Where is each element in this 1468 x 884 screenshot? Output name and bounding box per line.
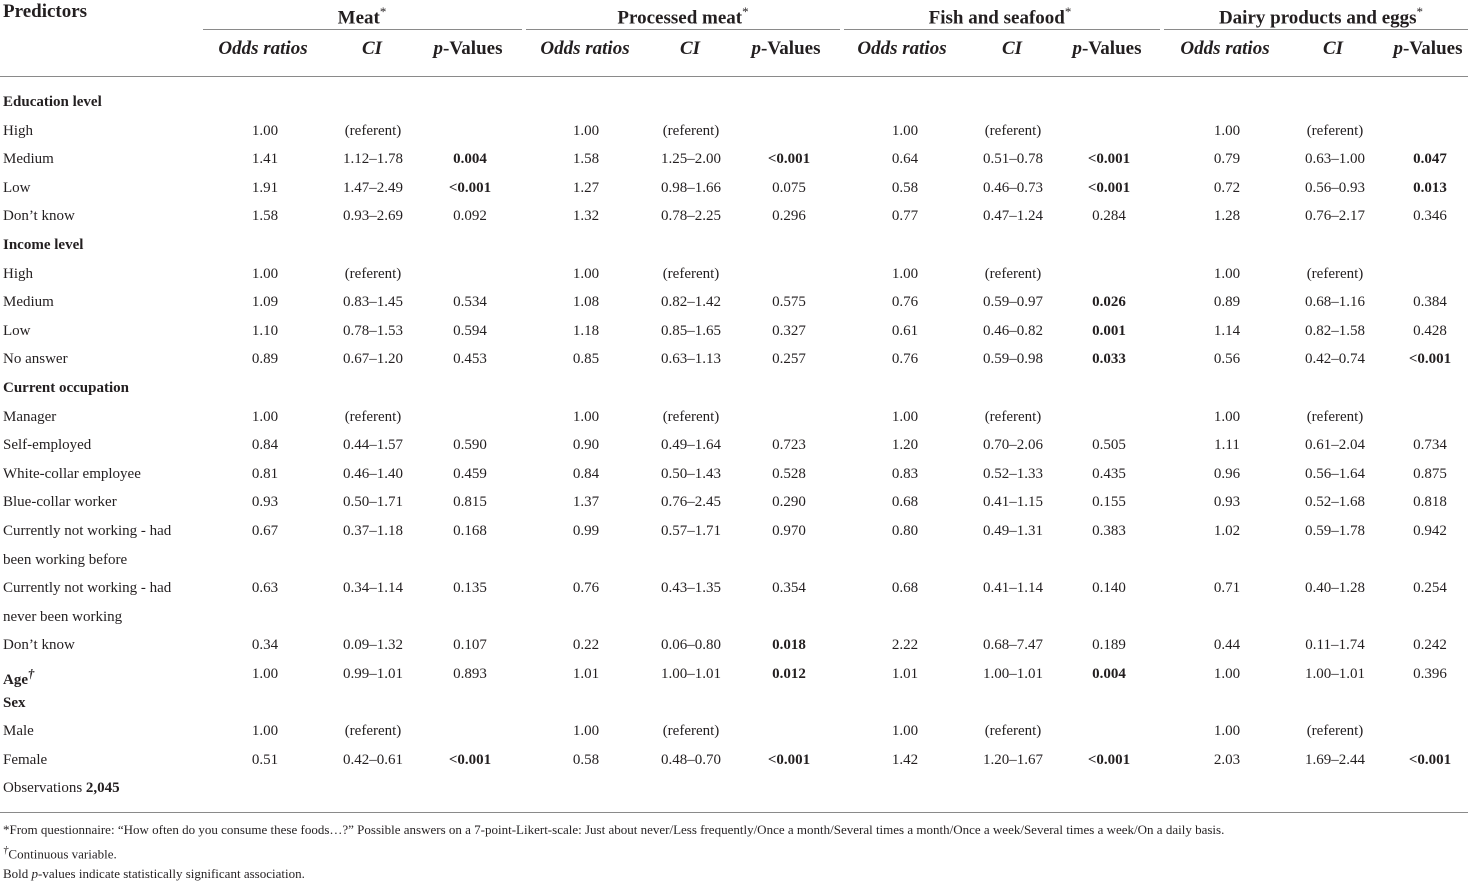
- odds-ratio-value: 1.00: [251, 408, 279, 425]
- p-value: 0.505: [1092, 437, 1126, 454]
- odds-ratio-value: 0.93: [251, 494, 279, 511]
- odds-ratio-value: 0.34: [251, 637, 279, 654]
- observations-value: 2,045: [85, 780, 120, 797]
- ci-value: (referent): [1306, 408, 1364, 425]
- p-value: 0.047: [1413, 151, 1447, 168]
- p-value: 0.723: [772, 437, 806, 454]
- ci-value: (referent): [662, 408, 720, 425]
- ci-value: 0.59–1.78: [1305, 523, 1365, 539]
- p-value: <0.001: [767, 751, 811, 768]
- p-value: 0.384: [1413, 294, 1447, 311]
- p-value: 0.893: [453, 666, 487, 682]
- odds-ratio-value: 0.68: [891, 580, 919, 597]
- p-value: 0.346: [1413, 208, 1447, 225]
- row-label: Low: [3, 179, 31, 196]
- p-value: 0.254: [1413, 580, 1447, 597]
- table-row: [0, 717, 1468, 745]
- ci-value: 1.00–1.01: [661, 666, 721, 682]
- section-row: [0, 231, 1468, 259]
- ci-value: 0.46–0.82: [983, 322, 1043, 339]
- table-row: [0, 488, 1468, 516]
- p-value: 0.026: [1092, 294, 1126, 311]
- row-label: Self-employed: [3, 437, 92, 454]
- table-row: [0, 660, 1468, 688]
- ci-value: 0.59–0.98: [983, 351, 1043, 368]
- p-value: 0.453: [453, 351, 487, 368]
- section-label: Sex: [3, 694, 26, 711]
- ci-header: CI: [1001, 38, 1023, 59]
- ci-value: 0.49–1.64: [661, 437, 721, 454]
- group-underline: [526, 29, 840, 30]
- odds-ratio-value: 1.00: [572, 122, 600, 139]
- odds-ratio-value: 1.00: [251, 265, 279, 282]
- odds-ratio-value: 1.00: [572, 723, 600, 740]
- p-value: 0.354: [772, 580, 806, 597]
- p-value: 0.383: [1092, 523, 1126, 539]
- odds-ratio-value: 1.00: [572, 265, 600, 282]
- p-value: 0.575: [772, 294, 806, 311]
- p-value: 0.004: [453, 151, 487, 168]
- table-row: [0, 403, 1468, 431]
- row-label: White-collar employee: [3, 465, 141, 482]
- odds-ratio-value: 1.00: [891, 122, 919, 139]
- ci-value: 1.47–2.49: [343, 179, 403, 196]
- odds-ratio-value: 1.00: [1213, 723, 1241, 740]
- odds-ratio-value: 0.76: [891, 351, 919, 368]
- ci-value: 0.56–0.93: [1305, 179, 1365, 196]
- odds-ratio-value: 2.22: [891, 637, 919, 654]
- odds-ratio-value: 0.61: [891, 322, 919, 339]
- odds-ratio-value: 0.56: [1213, 351, 1241, 368]
- row-label: Don’t know: [3, 637, 75, 654]
- p-value: 0.257: [772, 351, 806, 368]
- group-underline: [1164, 29, 1468, 30]
- p-value: 0.428: [1413, 322, 1447, 339]
- group-header: Dairy products and eggs*: [1218, 4, 1424, 29]
- odds-ratio-value: 1.91: [251, 179, 279, 196]
- row-label: Blue-collar worker: [3, 494, 117, 511]
- row-label: Medium: [3, 294, 54, 311]
- row-label: Currently not working - had been working before: [3, 523, 172, 568]
- ci-value: 0.78–2.25: [661, 208, 721, 225]
- row-label: High: [3, 265, 33, 282]
- odds-ratio-value: 1.27: [572, 179, 600, 196]
- group-underline: [844, 29, 1160, 30]
- p-value: 0.875: [1413, 465, 1447, 482]
- odds-ratio-value: 1.18: [572, 322, 600, 339]
- odds-ratio-value: 0.58: [891, 179, 919, 196]
- odds-ratio-value: 1.00: [251, 723, 279, 740]
- row-label: High: [3, 122, 33, 139]
- p-value: 0.140: [1092, 580, 1126, 597]
- p-value: 0.168: [453, 523, 487, 539]
- odds-ratio-value: 1.37: [572, 494, 600, 511]
- ci-value: 0.68–7.47: [983, 637, 1043, 654]
- odds-ratio-value: 0.90: [572, 437, 600, 454]
- p-value: <0.001: [1408, 751, 1452, 768]
- table-row: [0, 631, 1468, 659]
- row-label: Male: [3, 723, 34, 740]
- ci-value: 0.46–0.73: [983, 179, 1043, 196]
- table-row: [0, 174, 1468, 202]
- ci-value: 0.63–1.13: [661, 351, 721, 368]
- odds-ratio-value: 1.00: [572, 408, 600, 425]
- p-value: 0.107: [453, 637, 487, 654]
- group-header: Meat*: [337, 4, 387, 29]
- ci-value: (referent): [1306, 723, 1364, 740]
- odds-ratio-value: 0.84: [251, 437, 279, 454]
- ci-value: 0.52–1.68: [1305, 494, 1365, 511]
- p-value: 0.528: [772, 465, 806, 482]
- row-label: Manager: [3, 408, 57, 425]
- ci-value: 0.76–2.17: [1305, 208, 1365, 225]
- table-row: [0, 746, 1468, 774]
- ci-value: 0.83–1.45: [343, 294, 403, 311]
- row-label: No answer: [3, 351, 68, 368]
- ci-value: (referent): [344, 265, 402, 282]
- p-value: 0.815: [453, 494, 487, 511]
- odds-ratio-value: 0.67: [251, 523, 279, 539]
- table-row: [0, 117, 1468, 145]
- section-row: [0, 88, 1468, 116]
- odds-ratio-value: 0.71: [1213, 580, 1241, 597]
- p-value: 0.075: [772, 179, 806, 196]
- ci-value: 0.61–2.04: [1305, 437, 1365, 454]
- p-value: 0.435: [1092, 465, 1126, 482]
- ci-value: 0.67–1.20: [343, 351, 403, 368]
- ci-value: 0.98–1.66: [661, 179, 721, 196]
- p-value: 0.033: [1092, 351, 1126, 368]
- odds-ratio-value: 0.77: [891, 208, 919, 225]
- odds-ratio-value: 1.00: [1213, 408, 1241, 425]
- ci-value: 0.85–1.65: [661, 322, 721, 339]
- section-label: Education level: [3, 94, 102, 110]
- ci-value: (referent): [1306, 265, 1364, 282]
- ci-value: 0.93–2.69: [343, 208, 403, 225]
- odds-ratio-value: 0.68: [891, 494, 919, 511]
- p-value: 0.296: [772, 208, 806, 225]
- odds-ratio-value: 2.03: [1213, 751, 1241, 768]
- odds-ratio-value: 1.58: [572, 151, 600, 168]
- odds-ratio-value: 1.11: [1214, 437, 1240, 454]
- ci-value: (referent): [984, 265, 1042, 282]
- odds-ratio-value: 1.09: [251, 294, 279, 311]
- p-value: 0.459: [453, 465, 487, 482]
- ci-value: 0.49–1.31: [983, 523, 1043, 539]
- odds-ratio-value: 0.76: [572, 580, 600, 597]
- odds-ratio-value: 1.08: [572, 294, 600, 311]
- odds-ratio-value: 0.72: [1213, 179, 1241, 196]
- odds-ratio-value: 0.93: [1213, 494, 1241, 511]
- ci-value: 1.00–1.01: [1305, 666, 1365, 682]
- table-row: [0, 288, 1468, 316]
- ci-value: 1.25–2.00: [661, 151, 721, 168]
- odds-ratio-value: 0.89: [251, 351, 279, 368]
- odds-ratio-value: 0.80: [891, 523, 919, 539]
- footer-divider: [0, 812, 1468, 813]
- ci-value: (referent): [984, 122, 1042, 139]
- row-label: Low: [3, 322, 31, 339]
- ci-value: 0.09–1.32: [343, 637, 403, 654]
- section-row: [0, 689, 1468, 717]
- odds-ratio-value: 0.79: [1213, 151, 1241, 168]
- p-value: <0.001: [767, 151, 811, 168]
- p-value: 0.290: [772, 494, 806, 511]
- ci-value: 1.69–2.44: [1305, 751, 1365, 768]
- ci-value: 0.41–1.15: [983, 494, 1043, 511]
- ci-value: (referent): [662, 265, 720, 282]
- ci-value: (referent): [984, 408, 1042, 425]
- ci-value: 0.42–0.74: [1305, 351, 1365, 368]
- odds-ratio-value: 0.89: [1213, 294, 1241, 311]
- ci-value: 0.11–1.74: [1305, 637, 1365, 654]
- odds-ratio-value: 1.01: [572, 666, 600, 682]
- ci-header: CI: [679, 38, 701, 59]
- row-label: Medium: [3, 151, 54, 168]
- p-value: <0.001: [1087, 751, 1131, 768]
- p-value: 0.004: [1092, 666, 1126, 682]
- p-value: <0.001: [1408, 351, 1452, 368]
- odds-ratios-header: Odds ratios: [218, 38, 308, 59]
- observations-label: Observations: [3, 780, 83, 797]
- odds-ratios-header: Odds ratios: [857, 38, 947, 59]
- p-value: 0.818: [1413, 494, 1447, 511]
- odds-ratio-value: 1.42: [891, 751, 919, 768]
- p-values-header: p-Values: [433, 38, 503, 59]
- p-value: 0.594: [453, 322, 487, 339]
- table-row: [0, 260, 1468, 288]
- p-values-header: p-Values: [751, 38, 821, 59]
- table-row: [0, 574, 1468, 625]
- odds-ratio-value: 0.96: [1213, 465, 1241, 482]
- odds-ratio-value: 1.00: [1213, 265, 1241, 282]
- ci-value: (referent): [662, 723, 720, 740]
- ci-value: 0.59–0.97: [983, 294, 1043, 311]
- ci-value: 0.43–1.35: [661, 580, 721, 597]
- odds-ratio-value: 1.02: [1213, 523, 1241, 539]
- table-row: [0, 202, 1468, 230]
- p-value: 0.018: [772, 637, 806, 654]
- odds-ratio-value: 1.20: [891, 437, 919, 454]
- group-underline: [203, 29, 522, 30]
- table-footnotes: [3, 820, 1224, 884]
- ci-value: 0.78–1.53: [343, 322, 403, 339]
- ci-value: 0.50–1.71: [343, 494, 403, 511]
- table-row: [0, 460, 1468, 488]
- p-value: 0.396: [1413, 666, 1447, 682]
- section-label: Current occupation: [3, 380, 129, 396]
- ci-value: 1.12–1.78: [343, 151, 403, 168]
- ci-value: 0.50–1.43: [661, 465, 721, 482]
- odds-ratio-value: 1.41: [251, 151, 279, 168]
- ci-value: 0.70–2.06: [983, 437, 1043, 454]
- ci-value: 0.57–1.71: [661, 523, 721, 539]
- group-header: Fish and seafood*: [928, 4, 1072, 29]
- section-row: [0, 374, 1468, 402]
- row-label: Currently not working - had never been working: [3, 580, 172, 625]
- odds-ratio-value: 1.32: [572, 208, 600, 225]
- section-label: Income level: [3, 237, 84, 253]
- ci-value: (referent): [344, 723, 402, 740]
- ci-value: 0.76–2.45: [661, 494, 721, 511]
- odds-ratio-value: 0.81: [251, 465, 279, 482]
- ci-value: 0.51–0.78: [983, 151, 1043, 168]
- table-row: [0, 317, 1468, 345]
- p-values-header: p-Values: [1393, 38, 1463, 59]
- row-label: Female: [3, 751, 48, 768]
- odds-ratio-value: 1.58: [251, 208, 279, 225]
- p-values-header: p-Values: [1072, 38, 1142, 59]
- p-value: 0.189: [1092, 637, 1126, 654]
- ci-value: 0.82–1.58: [1305, 322, 1365, 339]
- group-header: Processed meat*: [617, 4, 749, 29]
- ci-value: 0.42–0.61: [343, 751, 403, 768]
- ci-value: 0.47–1.24: [983, 208, 1043, 225]
- table-row: [0, 517, 1468, 568]
- ci-value: 0.06–0.80: [661, 637, 721, 654]
- observations-row: [0, 774, 1468, 802]
- odds-ratio-value: 0.84: [572, 465, 600, 482]
- p-value: 0.734: [1413, 437, 1447, 454]
- row-label: Age†: [3, 667, 35, 688]
- odds-ratio-value: 0.85: [572, 351, 600, 368]
- odds-ratio-value: 0.63: [251, 580, 279, 597]
- ci-value: 0.37–1.18: [343, 523, 403, 539]
- p-value: 0.942: [1413, 523, 1447, 539]
- ci-value: (referent): [1306, 122, 1364, 139]
- p-value: 0.092: [453, 208, 487, 225]
- footnote-questionnaire: *From questionnaire: “How often do you consume these foods…?” Possible answers on a 7-point-Likert-scale: Just about never/Less frequently/Once a month/Several times a month/Once a week/Several times a week/On a daily basis.: [3, 822, 1225, 837]
- ci-value: 1.20–1.67: [983, 751, 1043, 768]
- odds-ratios-header: Odds ratios: [540, 38, 630, 59]
- ci-header: CI: [1322, 38, 1344, 59]
- ci-value: (referent): [344, 122, 402, 139]
- footnote-bold: Bold p-values indicate statistically significant association.: [3, 866, 305, 882]
- ci-header: CI: [361, 38, 383, 59]
- odds-ratio-value: 0.22: [572, 637, 600, 654]
- odds-ratio-value: 1.00: [891, 408, 919, 425]
- ci-value: 0.46–1.40: [343, 465, 403, 482]
- ci-value: (referent): [344, 408, 402, 425]
- ci-value: 0.68–1.16: [1305, 294, 1365, 311]
- table-row: [0, 431, 1468, 459]
- odds-ratio-value: 1.00: [891, 265, 919, 282]
- odds-ratio-value: 1.14: [1213, 322, 1241, 339]
- p-value: <0.001: [448, 179, 492, 196]
- ci-value: 0.82–1.42: [661, 294, 721, 311]
- odds-ratio-value: 1.00: [891, 723, 919, 740]
- row-label: Don’t know: [3, 208, 75, 225]
- header-divider: [0, 76, 1468, 77]
- p-value: <0.001: [1087, 151, 1131, 168]
- odds-ratio-value: 0.44: [1213, 637, 1241, 654]
- p-value: 0.534: [453, 294, 487, 311]
- p-value: <0.001: [1087, 179, 1131, 196]
- odds-ratio-value: 1.10: [251, 322, 279, 339]
- footnote-continuous: †Continuous variable.: [3, 844, 117, 862]
- odds-ratio-value: 1.28: [1213, 208, 1241, 225]
- ci-value: 0.99–1.01: [343, 666, 403, 682]
- ci-value: 0.40–1.28: [1305, 580, 1365, 597]
- ci-value: 0.44–1.57: [343, 437, 403, 454]
- odds-ratio-value: 0.58: [572, 751, 600, 768]
- ci-value: 0.63–1.00: [1305, 151, 1365, 168]
- p-value: 0.135: [453, 580, 487, 597]
- odds-ratio-value: 0.99: [572, 523, 600, 539]
- ci-value: 0.52–1.33: [983, 465, 1043, 482]
- ci-value: (referent): [662, 122, 720, 139]
- odds-ratio-value: 0.83: [891, 465, 919, 482]
- odds-ratio-value: 0.51: [251, 751, 279, 768]
- p-value: 0.242: [1413, 637, 1447, 654]
- odds-ratio-value: 1.01: [891, 666, 919, 682]
- odds-ratio-value: 1.00: [251, 666, 279, 682]
- p-value: <0.001: [448, 751, 492, 768]
- odds-ratio-value: 1.00: [1213, 122, 1241, 139]
- ci-value: 0.34–1.14: [343, 580, 403, 597]
- p-value: 0.155: [1092, 494, 1126, 511]
- odds-ratio-value: 1.00: [251, 122, 279, 139]
- table-row: [0, 145, 1468, 173]
- p-value: 0.327: [772, 322, 806, 339]
- ci-value: 0.48–0.70: [661, 751, 721, 768]
- odds-ratio-value: 0.76: [891, 294, 919, 311]
- p-value: 0.013: [1413, 179, 1447, 196]
- p-value: 0.012: [772, 666, 806, 682]
- p-value: 0.590: [453, 437, 487, 454]
- ci-value: 1.00–1.01: [983, 666, 1043, 682]
- odds-ratios-header: Odds ratios: [1180, 38, 1270, 59]
- ci-value: 0.56–1.64: [1305, 465, 1365, 482]
- ci-value: (referent): [984, 723, 1042, 740]
- table-row: [0, 345, 1468, 373]
- predictors-header: Predictors: [3, 1, 88, 22]
- p-value: 0.001: [1092, 322, 1126, 339]
- odds-ratio-value: 0.64: [891, 151, 919, 168]
- odds-ratio-value: 1.00: [1213, 666, 1241, 682]
- p-value: 0.284: [1092, 208, 1126, 225]
- p-value: 0.970: [772, 523, 806, 539]
- ci-value: 0.41–1.14: [983, 580, 1043, 597]
